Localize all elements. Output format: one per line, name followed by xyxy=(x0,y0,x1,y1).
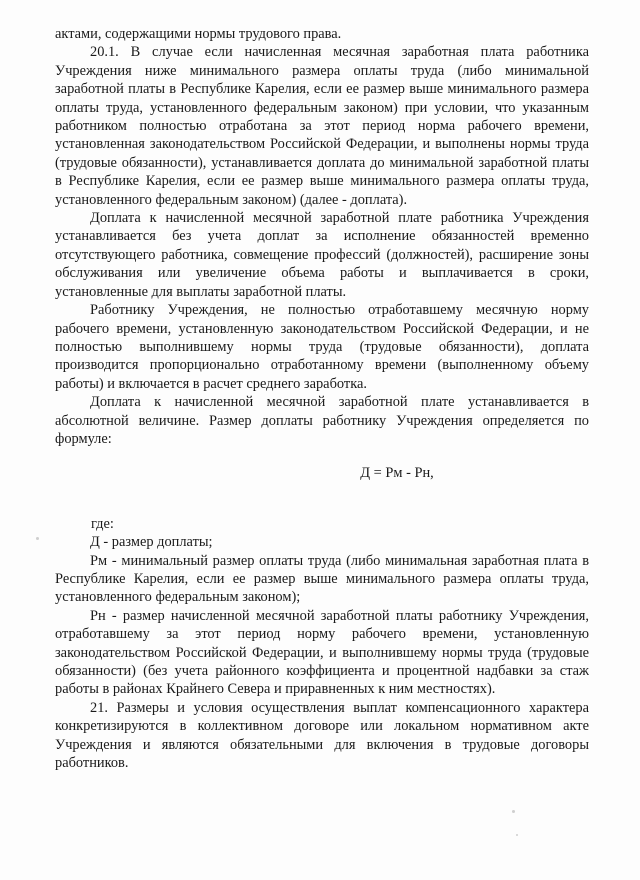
formula-where-label: где: xyxy=(91,515,114,532)
document-body xyxy=(55,25,589,772)
definition-rm: Рм - минимальный размер оплаты труда (либо минимальная заработная плата в Республике Карелия, если ее размер выше минимального размера оплаты труда, установленного федеральным законом); xyxy=(55,552,589,606)
definition-d: Д - размер доплаты; xyxy=(90,534,213,551)
paragraph-20-1: 20.1. В случае если начисленная месячная заработная плата работника Учреждения ниже минимального размера оплаты труда (либо минимальной заработной платы в Республике Карелия, если ее размер выше минимального размера оплаты труда, установленного федеральным законом) при условии, что указанным работником полностью отработана за этот период норма рабочего времени, установленная законодательством Российской Федерации, и выполнены нормы труда (трудовые обязанности), устанавливается доплата до минимальной заработной платы в Республике Карелия, если ее размер выше минимального размера оплаты труда, установленного федеральным законом) (далее - доплата). xyxy=(55,44,589,208)
scan-speck xyxy=(516,834,518,836)
definition-rn: Рн - размер начисленной месячной заработной платы работнику Учреждения, отработавшему за этот период норму рабочего времени, установленную законодательством Российской Федерации, и выполнившему нормы труда (трудовые обязанности) (без учета районного коэффициента и процентной надбавки за стаж работы в районах Крайнего Севера и приравненных к ним местностях). xyxy=(55,607,589,698)
paragraph-doplata-absolute: Доплата к начисленной месячной заработной плате устанавливается в абсолютной величине. Размер доплаты работнику Учреждения определяется по формуле: xyxy=(55,394,589,447)
scan-speck xyxy=(36,537,39,540)
paragraph-doplata-exclusions: Доплата к начисленной месячной заработной плате работника Учреждения устанавливается без учета доплат за исполнение обязанностей временно отсутствующего работника, совмещение профессий (должностей), расширение зоны обслуживания или увеличение объема работы и выплачивается в сроки, установленные для выплаты заработной платы. xyxy=(55,210,589,300)
formula: Д = Рм - Рн, xyxy=(360,465,434,482)
paragraph-21: 21. Размеры и условия осуществления выплат компенсационного характера конкретизируются в коллективном договоре или локальном нормативном акте Учреждения и являются обязательными для включения в трудовые договоры работников. xyxy=(55,699,589,772)
text-line-top: актами, содержащими нормы трудового права. xyxy=(55,26,342,42)
scan-speck xyxy=(512,810,515,813)
paragraph-partial-worker: Работнику Учреждения, не полностью отработавшему месячную норму рабочего времени, установленную законодательством Российской Федерации, и не полностью выполнившему нормы труда (трудовые обязанности), доплата производится пропорционально отработанному времени (выполненному объему работы) и включается в расчет среднего заработка. xyxy=(55,302,589,392)
